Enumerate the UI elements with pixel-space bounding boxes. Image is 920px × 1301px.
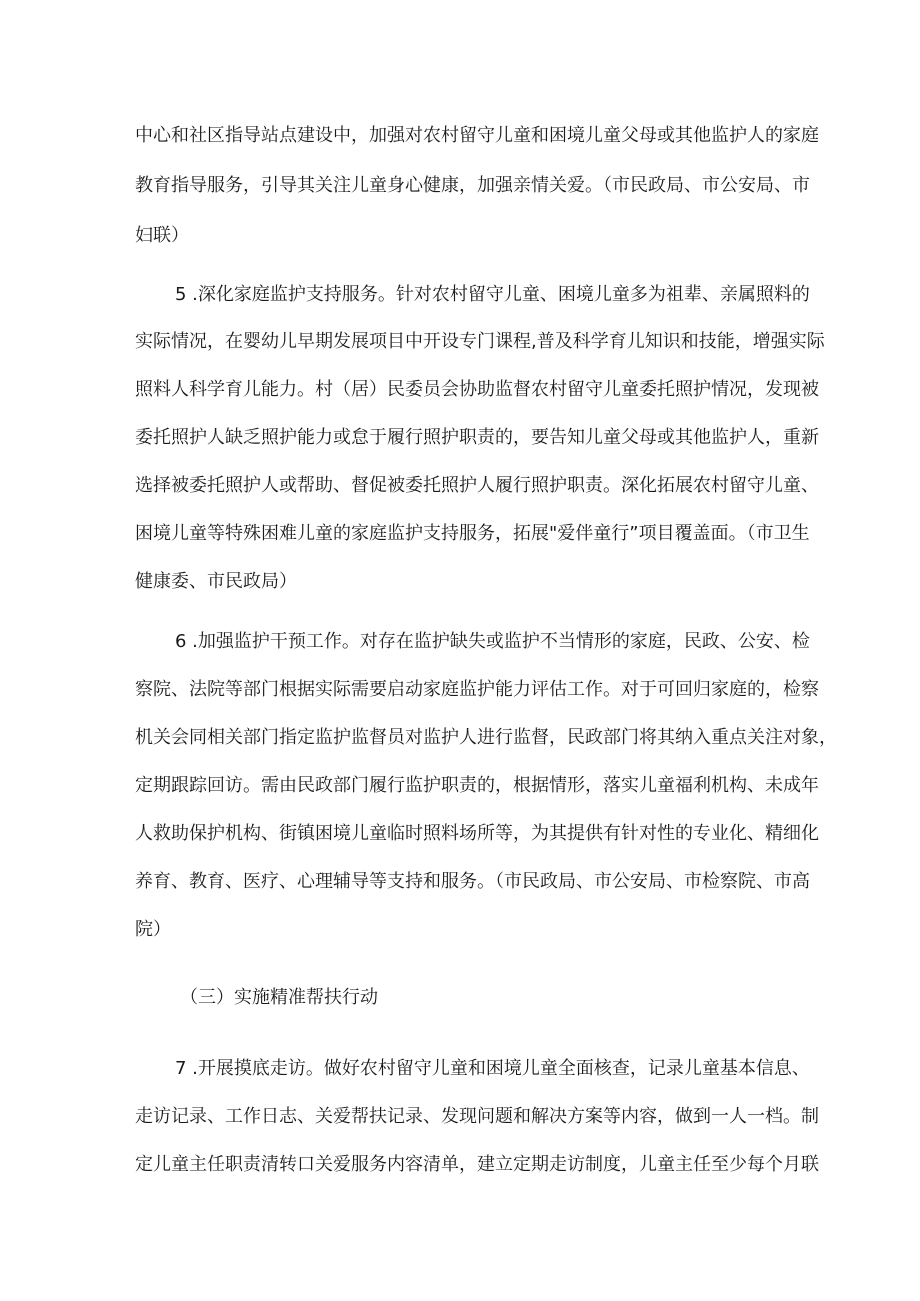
paragraph-line: 机关会同相关部门指定监护监督员对监护人进行监督，民政部门将其纳入重点关注对象，	[135, 727, 837, 748]
paragraph-line: 人救助保护机构、街镇困境儿童临时照料场所等，为其提供有针对性的专业化、精细化	[135, 823, 819, 844]
paragraph-line: 委托照护人缺乏照护能力或怠于履行照护职责的，要告知儿童父母或其他监护人，重新	[135, 427, 819, 448]
paragraph-line: 6 .加强监护干预工作。对存在监护缺失或监护不当情形的家庭，民政、公安、检	[175, 631, 810, 652]
paragraph-line: 教育指导服务，引导其关注儿童身心健康，加强亲情关爱。（市民政局、市公安局、市	[135, 175, 810, 196]
paragraph-line: 走访记录、工作日志、关爱帮扶记录、发现问题和解决方案等内容，做到一人一档。制	[135, 1106, 819, 1127]
paragraph-line: 困境儿童等特殊困难儿童的家庭监护支持服务，拓展"爱伴童行”项目覆盖面。（市卫生	[135, 523, 810, 544]
paragraph-line: 中心和社区指导站点建设中，加强对农村留守儿童和困境儿童父母或其他监护人的家庭	[135, 125, 819, 146]
paragraph-line: 养育、教育、医疗、心理辅导等支持和服务。（市民政局、市公安局、市检察院、市高	[135, 871, 810, 892]
paragraph-line: 妇联）	[135, 225, 189, 246]
paragraph-line: 院）	[135, 919, 171, 940]
paragraph-line: 7 .开展摸底走访。做好农村留守儿童和困境儿童全面核查，记录儿童基本信息、	[175, 1058, 810, 1079]
paragraph-line: 5 .深化家庭监护支持服务。针对农村留守儿童、困境儿童多为祖辈、亲属照料的	[175, 284, 810, 305]
paragraph-line: 照料人科学育儿能力。村（居）民委员会协助监督农村留守儿童委托照护情况，发现被	[135, 379, 819, 400]
section-heading: （三）实施精准帮扶行动	[180, 987, 378, 1008]
paragraph-line: 察院、法院等部门根据实际需要启动家庭监护能力评估工作。对于可回归家庭的，检察	[135, 679, 819, 700]
paragraph-line: 选择被委托照护人或帮助、督促被委托照护人履行照护职责。深化拓展农村留守儿童、	[135, 475, 819, 496]
paragraph-line: 健康委、市民政局）	[135, 571, 297, 592]
paragraph-line: 定期跟踪回访。需由民政部门履行监护职责的，根据情形，落实儿童福利机构、未成年	[135, 775, 819, 796]
paragraph-line: 实际情况，在婴幼儿早期发展项目中开设专门课程,普及科学育儿知识和技能，增强实际	[135, 331, 825, 352]
paragraph-line: 定儿童主任职责清转口关爱服务内容清单，建立定期走访制度，儿童主任至少每个月联	[135, 1154, 819, 1175]
